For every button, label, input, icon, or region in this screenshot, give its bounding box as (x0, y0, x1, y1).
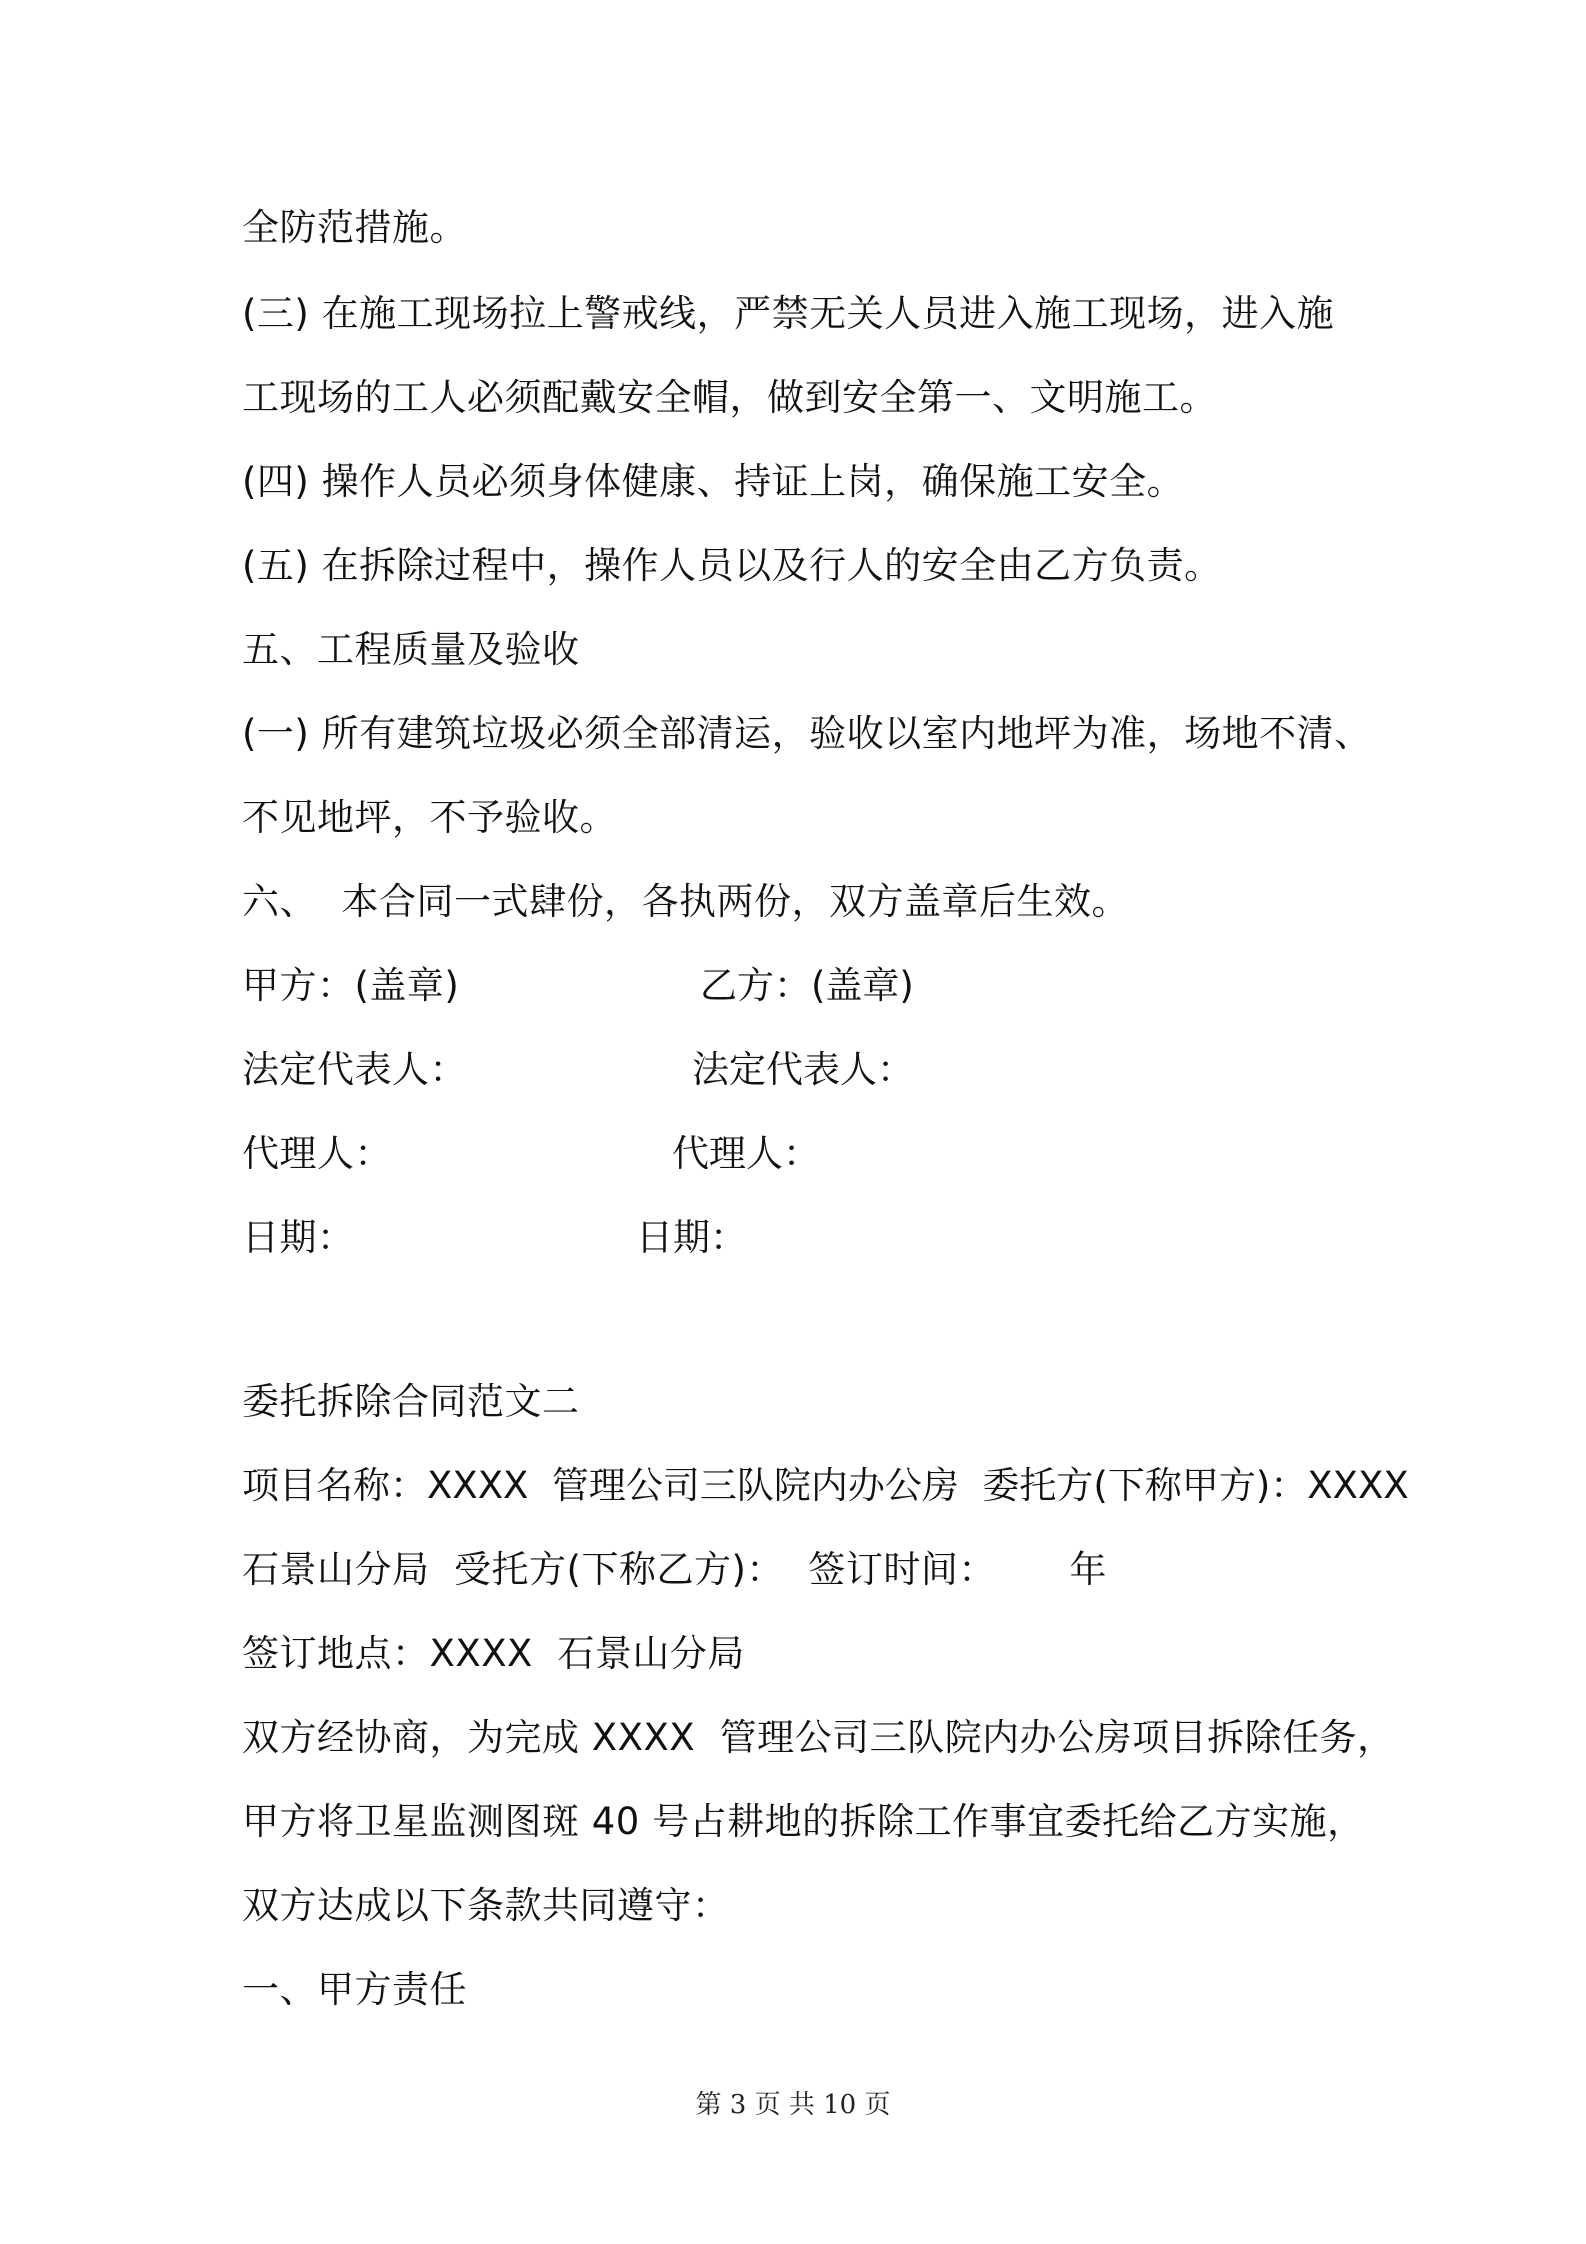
section-title: 委托拆除合同范文二 (242, 1380, 580, 1423)
party-b-representative-label: 法定代表人： (692, 1048, 914, 1091)
party-b-agent-label: 代理人： (672, 1132, 820, 1175)
party-a-date-label: 日期： (242, 1216, 355, 1259)
project-info-line-1: 项目名称：XXXX 管理公司三队院内办公房 委托方(下称甲方)：XXXX (242, 1464, 1409, 1507)
agreement-line-1: 双方经协商，为完成 XXXX 管理公司三队院内办公房项目拆除任务， (242, 1716, 1395, 1759)
clause-three-line-1: (三) 在施工现场拉上警戒线，严禁无关人员进入施工现场，进入施 (242, 292, 1335, 335)
clause-four: (四) 操作人员必须身体健康、持证上岗，确保施工安全。 (242, 460, 1185, 503)
party-b-seal-label: 乙方：(盖章) (700, 964, 914, 1007)
quality-clause-one-line-2: 不见地坪，不予验收。 (242, 796, 617, 839)
party-b-date-label: 日期： (636, 1216, 747, 1259)
project-info-line-2: 石景山分局 受托方(下称乙方)： 签订时间： 年 (242, 1548, 1107, 1591)
agreement-line-3: 双方达成以下条款共同遵守： (242, 1884, 730, 1927)
party-a-agent-label: 代理人： (242, 1132, 392, 1175)
section-heading-quality: 五、工程质量及验收 (242, 628, 580, 671)
party-a-representative-label: 法定代表人： (242, 1048, 467, 1091)
clause-five: (五) 在拆除过程中，操作人员以及行人的安全由乙方负责。 (242, 544, 1222, 587)
section-six: 六、 本合同一式肆份，各执两份，双方盖章后生效。 (242, 880, 1130, 923)
signing-location: 签订地点：XXXX 石景山分局 (242, 1632, 745, 1675)
page-number: 第 3 页 共 10 页 (695, 2090, 891, 2120)
party-a-responsibility-heading: 一、甲方责任 (242, 1968, 467, 2011)
party-a-seal-label: 甲方：(盖章) (242, 964, 460, 1007)
agreement-line-2: 甲方将卫星监测图斑 40 号占耕地的拆除工作事宜委托给乙方实施， (242, 1800, 1365, 1843)
clause-three-line-2: 工现场的工人必须配戴安全帽，做到安全第一、文明施工。 (242, 376, 1217, 419)
paragraph-line: 全防范措施。 (242, 206, 467, 249)
quality-clause-one-line-1: (一) 所有建筑垃圾必须全部清运，验收以室内地坪为准，场地不清、 (242, 712, 1372, 755)
